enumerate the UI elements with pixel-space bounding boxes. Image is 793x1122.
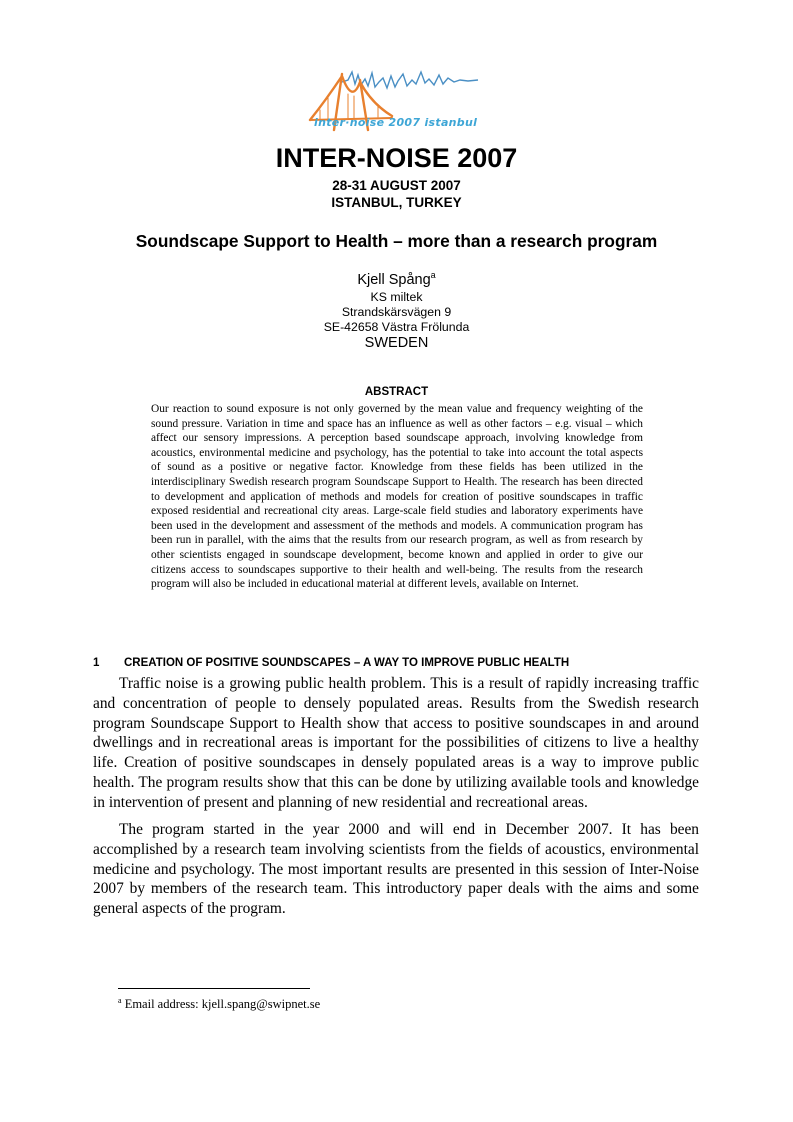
author-city: SE-42658 Västra Frölunda [323, 320, 470, 334]
body-paragraph-1: Traffic noise is a growing public health problem. This is a result of rapidly increasing traffic and concentration of people to densely populated areas. Results from the Swedish research program Soundscape Support to Health show that access to positive soundscapes in and around dwellings and in recreational areas is important for the possibilities of citizens to live a healthy life. Creation of positive soundscapes in densely populated areas is a way to improve public health. The program results show that this can be done by utilizing available tools and knowledge in intervention of present and planning of new residential and recreational areas. [93, 675, 699, 811]
section-number: 1 [93, 657, 100, 669]
section-title: CREATION OF POSITIVE SOUNDSCAPES – A WAY TO IMPROVE PUBLIC HEALTH [124, 657, 570, 669]
conference-title: INTER-NOISE 2007 [275, 143, 518, 173]
section-heading [93, 657, 569, 669]
author-footnote-mark: a [430, 270, 436, 280]
conference-dates: 28-31 AUGUST 2007 [332, 178, 461, 193]
body-paragraph-2: The program started in the year 2000 and will end in December 2007. It has been accomplished by a research team involving scientists from the fields of acoustics, environmental medicine and psychology. The most important results are presented in this session of Inter-Noise 2007 by members of the research team. This introductory paper deals with the aims and some general aspects of the program. [93, 821, 699, 918]
footnote-text: Email address: kjell.spang@swipnet.se [121, 997, 321, 1012]
paper-title: Soundscape Support to Health – more than a research program [135, 231, 658, 251]
footnote [118, 996, 320, 1012]
author-name-text: Kjell Spång [357, 271, 431, 288]
logo-text: inter·noise 2007 istanbul [314, 116, 478, 129]
footnote-mark: a [118, 996, 122, 1005]
author-affiliation: KS miltek [370, 290, 423, 304]
footnote-rule [118, 988, 310, 989]
author-street: Strandskärsvägen 9 [341, 305, 452, 319]
abstract-text: Our reaction to sound exposure is not only governed by the mean value and frequency weighting of the sound pressure. Variation in time and space has an influence as well as other factors – e.g. visual – which affect our sensory impressions. A perception based soundscape approach, involving knowledge from acoustics, environmental medicine and psychology, has the potential to take into account the total aspects of sound as a positive or negative factor. Knowledge from these fields has been utilized in the interdisciplinary Swedish research program Soundscape Support to Health. The research has been directed to development and application of methods and models for creation of positive soundscapes in traffic exposed residential and recreational city areas. Large-scale field studies and laboratory experiments have been used in the development and assessment of the methods and models. A communication program has been run in parallel, with the aims that the results from our research program, as well as from research by other scientists engaged in soundscape development, become known and applied in order to give our citizens access to soundscapes supportive to their health and well-being. The results from the research program will also be included in educational material at different levels, available on Internet. [151, 403, 643, 591]
conference-location: ISTANBUL, TURKEY [331, 195, 462, 210]
author-name [0, 270, 793, 288]
author-country: SWEDEN [364, 335, 429, 351]
abstract-heading: ABSTRACT [364, 386, 429, 398]
